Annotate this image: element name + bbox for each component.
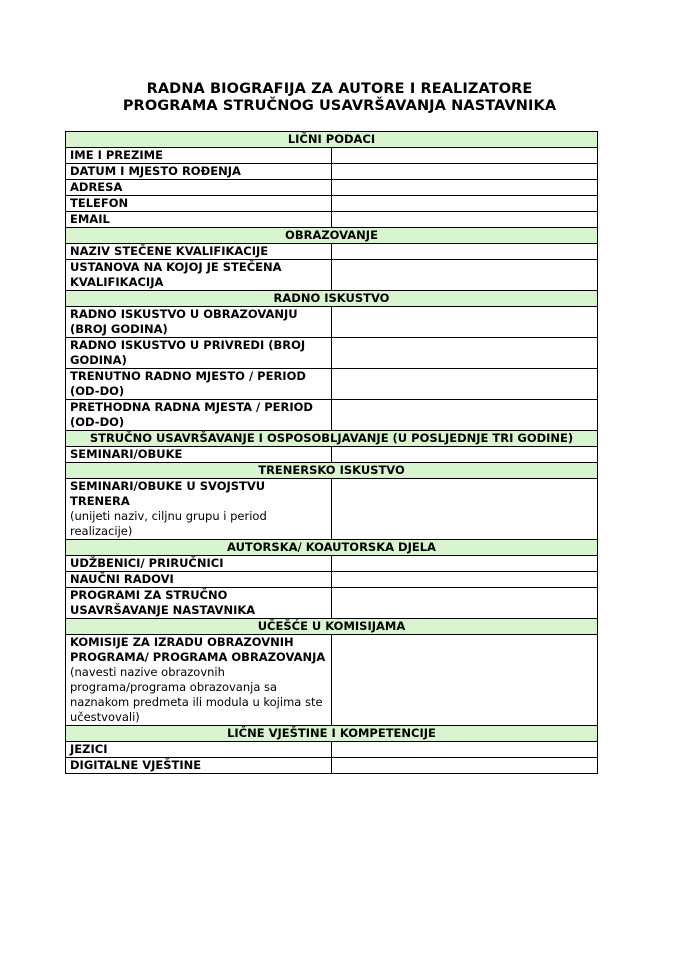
field-label-cell — [66, 479, 332, 540]
field-label-cell — [66, 635, 332, 726]
form-row — [66, 758, 598, 774]
field-label-cell — [66, 572, 332, 588]
field-label: SEMINARI/OBUKE — [70, 447, 183, 461]
field-value-cell[interactable] — [332, 635, 598, 726]
field-label: RADNO ISKUSTVO U OBRAZOVANJU (BROJ GODINA) — [70, 307, 298, 336]
field-label: EMAIL — [70, 212, 110, 226]
field-label: TRENUTNO RADNO MJESTO / PERIOD (OD-DO) — [70, 369, 306, 398]
section-title: STRUČNO USAVRŠAVANJE I OSPOSOBLJAVANJE (U POSLJEDNJE TRI GODINE) — [66, 431, 598, 447]
section-header-row — [66, 619, 598, 635]
field-value-cell[interactable] — [332, 180, 598, 196]
form-row — [66, 244, 598, 260]
form-row — [66, 180, 598, 196]
form-row — [66, 572, 598, 588]
field-label: KOMISIJE ZA IZRADU OBRAZOVNIH PROGRAMA/ PROGRAMA OBRAZOVANJA — [70, 635, 326, 664]
field-label-cell — [66, 212, 332, 228]
field-value-cell[interactable] — [332, 212, 598, 228]
field-label: USTANOVA NA KOJOJ JE STEČENA KVALIFIKACIJA — [70, 260, 282, 289]
field-label-cell — [66, 588, 332, 619]
field-value-cell[interactable] — [332, 447, 598, 463]
field-value-cell[interactable] — [332, 588, 598, 619]
section-header-row — [66, 228, 598, 244]
field-label: NAZIV STEČENE KVALIFIKACIJE — [70, 244, 269, 258]
field-label-cell — [66, 758, 332, 774]
field-label: PROGRAMI ZA STRUČNO USAVRŠAVANJE NASTAVNIKA — [70, 588, 256, 617]
field-label: PRETHODNA RADNA MJESTA / PERIOD (OD-DO) — [70, 400, 313, 429]
field-label: DIGITALNE VJEŠTINE — [70, 758, 202, 772]
form-row — [66, 148, 598, 164]
field-value-cell[interactable] — [332, 556, 598, 572]
field-label-cell — [66, 148, 332, 164]
field-label: IME I PREZIME — [70, 148, 163, 162]
field-value-cell[interactable] — [332, 196, 598, 212]
form-row — [66, 369, 598, 400]
form-row — [66, 588, 598, 619]
biography-form-table — [65, 131, 598, 774]
section-title: LIČNE VJEŠTINE I KOMPETENCIJE — [66, 726, 598, 742]
section-title: RADNO ISKUSTVO — [66, 291, 598, 307]
form-row — [66, 307, 598, 338]
section-header-row — [66, 291, 598, 307]
field-label-cell — [66, 307, 332, 338]
field-label: RADNO ISKUSTVO U PRIVREDI (BROJ GODINA) — [70, 338, 306, 367]
field-value-cell[interactable] — [332, 572, 598, 588]
field-label: UDŽBENICI/ PRIRUČNICI — [70, 556, 224, 570]
form-row — [66, 400, 598, 431]
form-row — [66, 635, 598, 726]
field-label-cell — [66, 447, 332, 463]
form-row — [66, 212, 598, 228]
title-line-2: PROGRAMA STRUČNOG USAVRŠAVANJA NASTAVNIKA — [122, 98, 557, 114]
field-value-cell[interactable] — [332, 758, 598, 774]
section-title: AUTORSKA/ KOAUTORSKA DJELA — [66, 540, 598, 556]
field-label-cell — [66, 260, 332, 291]
form-row — [66, 742, 598, 758]
field-label: JEZICI — [70, 742, 108, 756]
field-value-cell[interactable] — [332, 148, 598, 164]
field-label-cell — [66, 742, 332, 758]
field-value-cell[interactable] — [332, 742, 598, 758]
section-title: TRENERSKO ISKUSTVO — [66, 463, 598, 479]
field-value-cell[interactable] — [332, 244, 598, 260]
form-row — [66, 196, 598, 212]
field-label-cell — [66, 196, 332, 212]
section-header-row — [66, 463, 598, 479]
section-header-row — [66, 726, 598, 742]
title-line-1: RADNA BIOGRAFIJA ZA AUTORE I REALIZATORE — [146, 81, 533, 97]
section-header-row — [66, 540, 598, 556]
field-value-cell[interactable] — [332, 164, 598, 180]
form-row — [66, 447, 598, 463]
field-label-cell — [66, 338, 332, 369]
field-label: SEMINARI/OBUKE U SVOJSTVU TRENERA — [70, 479, 266, 508]
section-title: LIČNI PODACI — [66, 132, 598, 148]
form-row — [66, 338, 598, 369]
field-label: TELEFON — [70, 196, 129, 210]
field-value-cell[interactable] — [332, 400, 598, 431]
section-header-row — [66, 132, 598, 148]
field-label-cell — [66, 180, 332, 196]
section-title: OBRAZOVANJE — [66, 228, 598, 244]
field-value-cell[interactable] — [332, 338, 598, 369]
field-label: ADRESA — [70, 180, 123, 194]
form-row — [66, 260, 598, 291]
field-label-cell — [66, 369, 332, 400]
field-label: DATUM I MJESTO ROĐENJA — [70, 164, 241, 178]
field-label-cell — [66, 164, 332, 180]
form-row — [66, 556, 598, 572]
field-label-cell — [66, 400, 332, 431]
field-note: (unijeti naziv, ciljnu grupu i period realizacije) — [70, 509, 267, 538]
field-label-cell — [66, 244, 332, 260]
field-value-cell[interactable] — [332, 260, 598, 291]
form-row — [66, 479, 598, 540]
document-title — [0, 81, 679, 115]
field-value-cell[interactable] — [332, 307, 598, 338]
section-title: UČEŠĆE U KOMISIJAMA — [66, 619, 598, 635]
field-value-cell[interactable] — [332, 479, 598, 540]
field-label-cell — [66, 556, 332, 572]
field-label: NAUČNI RADOVI — [70, 572, 174, 586]
field-value-cell[interactable] — [332, 369, 598, 400]
form-row — [66, 164, 598, 180]
section-header-row — [66, 431, 598, 447]
field-note: (navesti nazive obrazovnih programa/programa obrazovanja sa naznakom predmeta ili modula u kojima ste učestvovali) — [70, 665, 323, 724]
